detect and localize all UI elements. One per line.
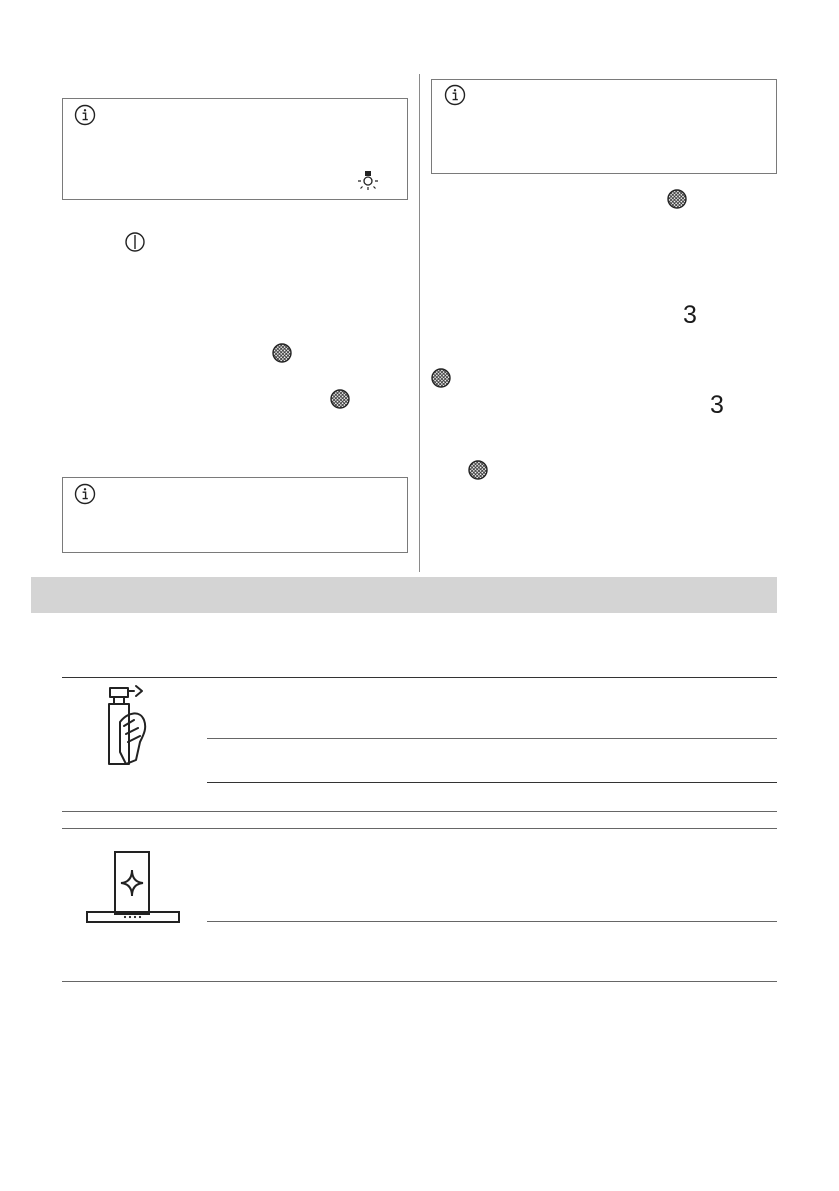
info-icon: [74, 483, 96, 505]
info-icon: [444, 84, 466, 106]
spray-and-cloth-icon: [100, 682, 180, 768]
table-rule: [62, 828, 777, 829]
filter-saturation-icon: [271, 342, 293, 364]
note-box-filter: [62, 477, 408, 553]
filter-saturation-icon: [467, 459, 489, 481]
note-box-light: [62, 98, 408, 200]
table-rule: [207, 782, 777, 783]
indicator-three: 3: [710, 391, 724, 419]
table-rule: [207, 738, 777, 739]
note-box-right: [431, 79, 777, 174]
cooker-hood-icon: [83, 848, 183, 926]
indicator-three: 3: [683, 301, 697, 329]
power-icon: [123, 230, 147, 254]
light-bulb-icon: [356, 169, 380, 193]
filter-saturation-icon: [329, 388, 351, 410]
table-rule: [62, 677, 777, 678]
table-rule: [62, 811, 777, 812]
section-heading-band: [31, 577, 777, 613]
info-icon: [74, 104, 96, 126]
table-rule: [62, 981, 777, 982]
filter-saturation-icon: [430, 367, 452, 389]
table-rule: [207, 921, 777, 922]
column-divider: [419, 74, 420, 572]
filter-saturation-icon: [666, 188, 688, 210]
